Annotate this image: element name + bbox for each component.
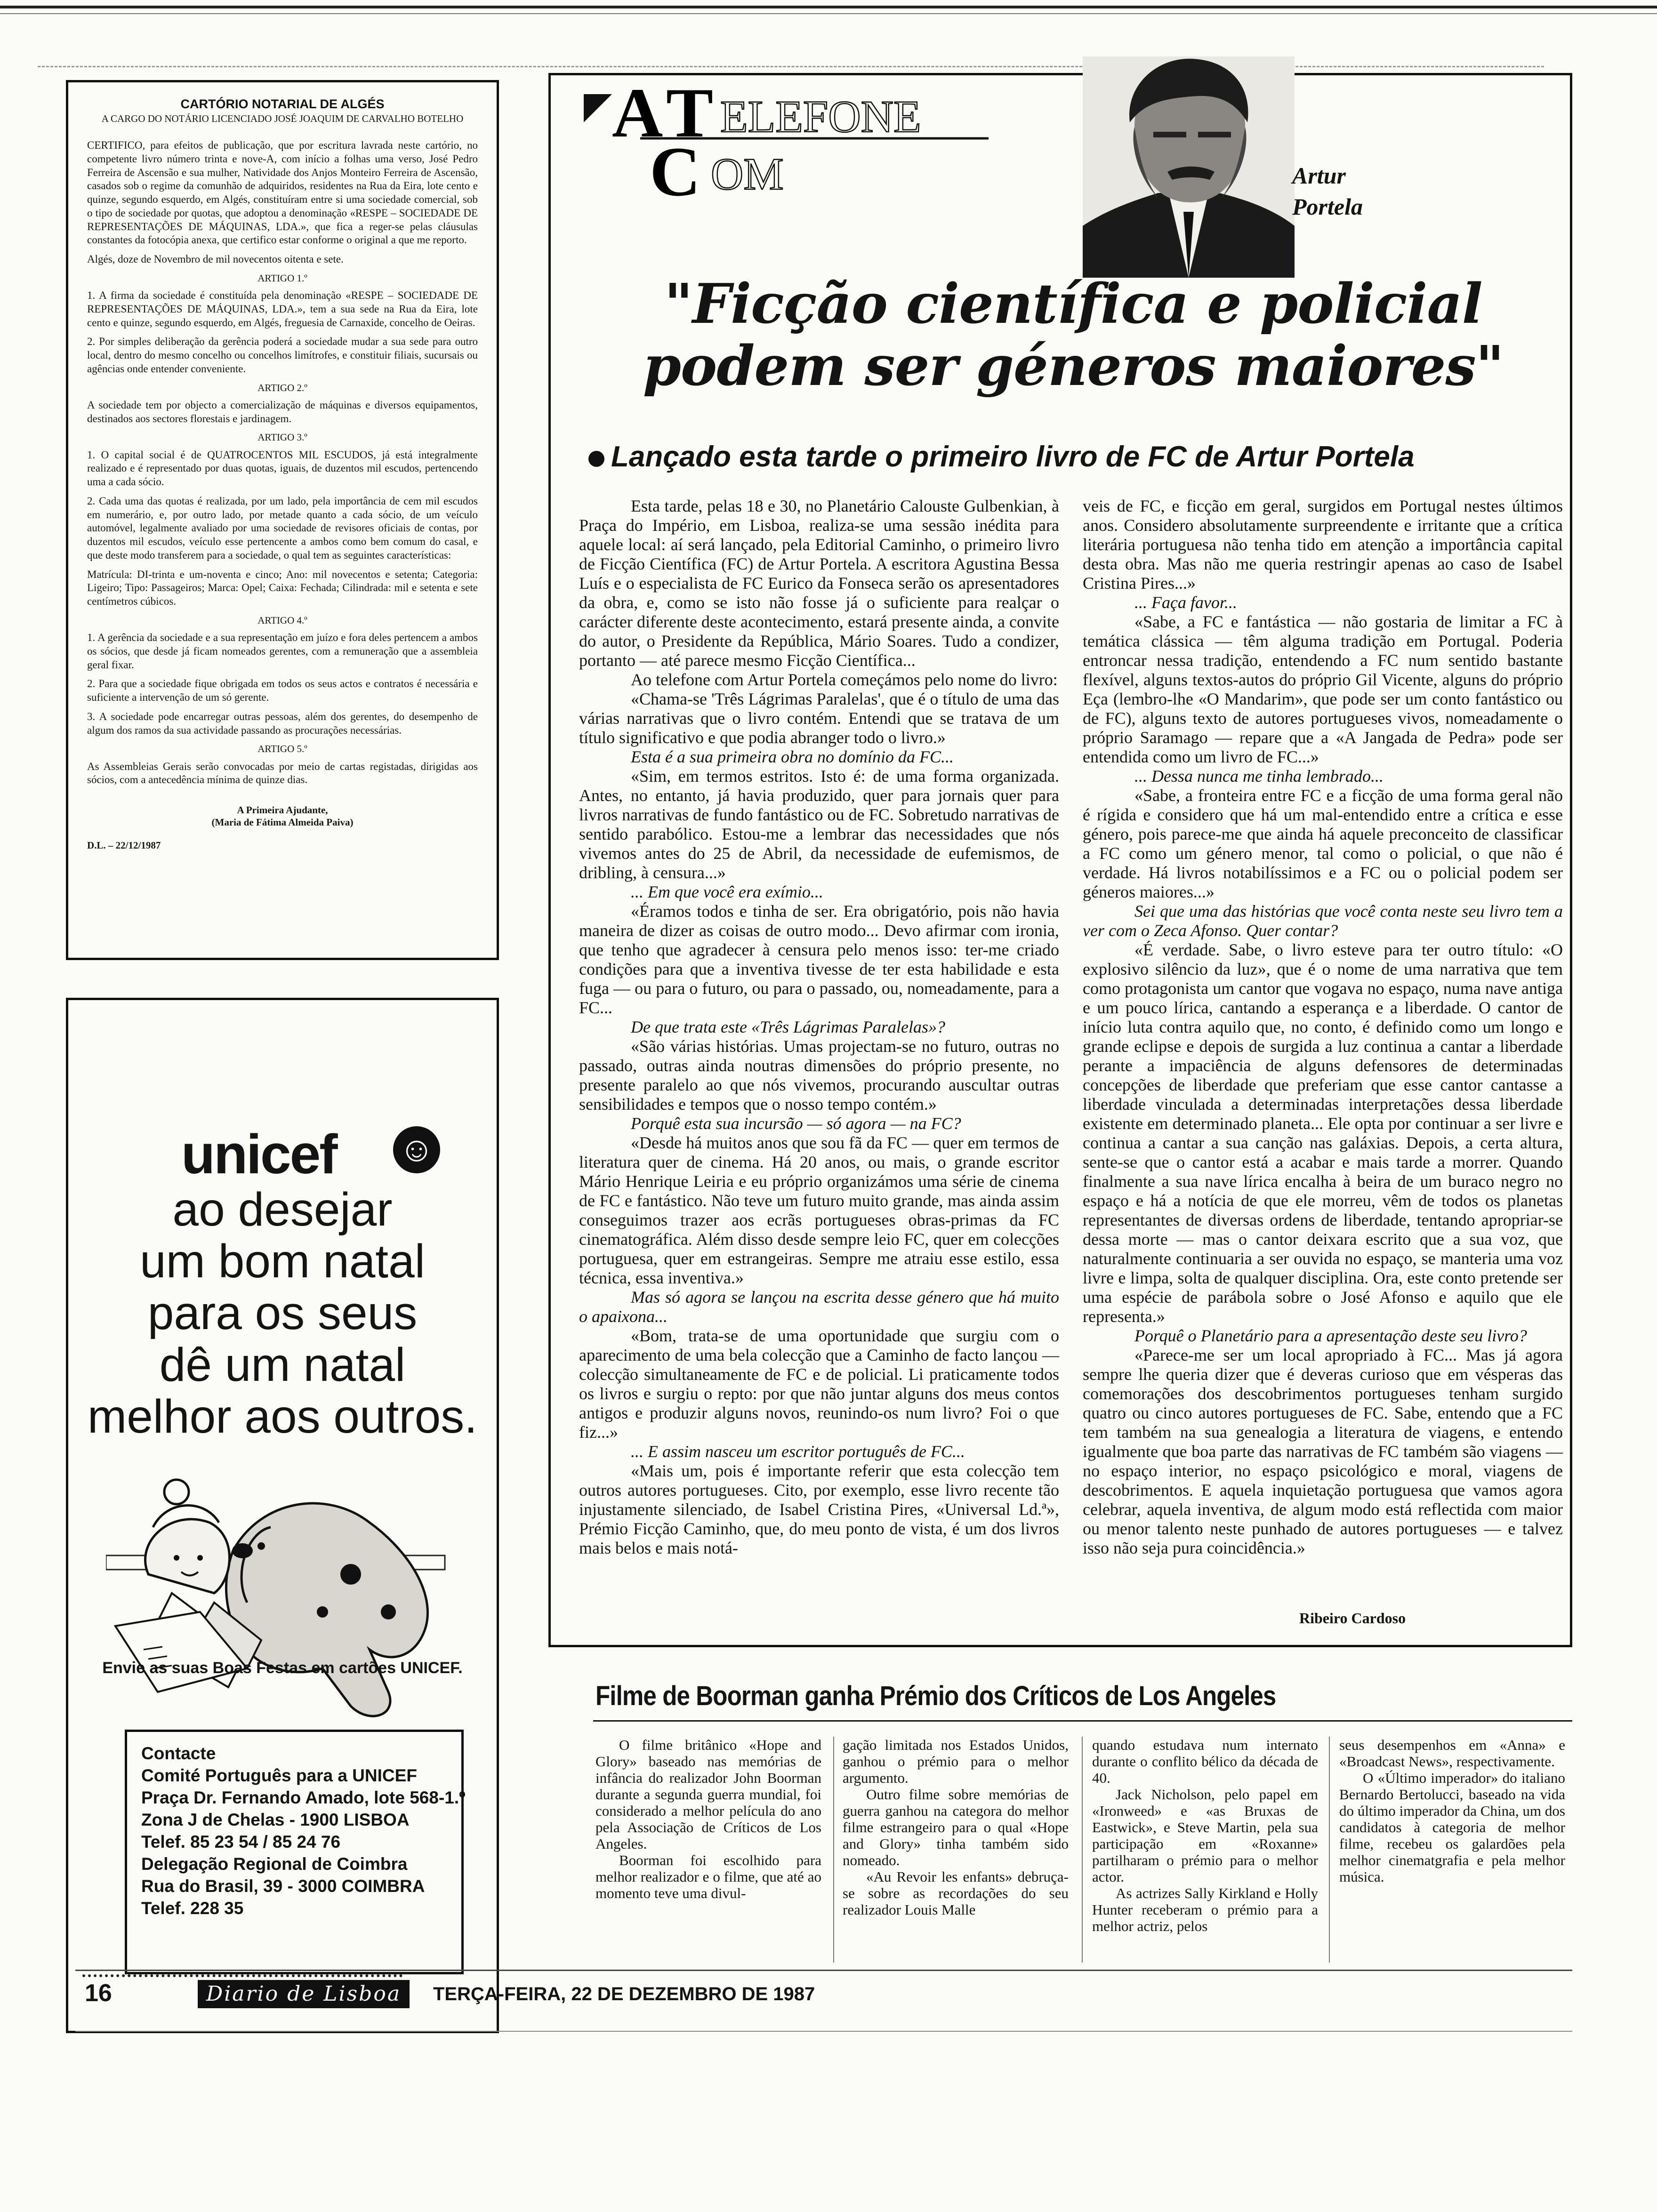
kicker-letter-c: C	[650, 133, 701, 202]
column-divider	[1082, 1737, 1083, 1963]
bullet-icon	[588, 451, 604, 467]
contact-line: Zona J de Chelas - 1900 LISBOA	[141, 1810, 410, 1829]
article-3-p1: 1. O capital social é de QUATROCENTOS MIL ESCUDOS, já está integralmente realizado e é representado por duas quotas, iguais, de duzentos mil escudos, pertencendo uma a cada sócio.	[87, 449, 478, 488]
page-top-border	[0, 6, 1657, 8]
interview-question: ... Em que você era exímio...	[631, 882, 823, 901]
slogan-line: ao desejar	[172, 1183, 393, 1236]
article-paragraph: «São várias histórias. Umas projectam-se no futuro, outras no passado, outras ainda noutras dimensões do próprio presente, no presente paralelo ao que nós vivemos, procurando auscultar outras sensibilidades e tempos que o nosso tempo contém.»	[579, 1037, 1059, 1114]
footer-rule-bottom	[75, 2031, 1572, 2032]
interview-question: Porquê o Planetário para a apresentação deste seu livro?	[1134, 1326, 1527, 1345]
article-paragraph: Boorman foi escolhido para melhor realizador e o filme, que até ao momento teve uma divul-	[595, 1852, 821, 1901]
film-article-column-4	[1339, 1737, 1565, 1885]
byline-last-name: Portela	[1292, 193, 1363, 220]
interview-question: ... Dessa nunca me tinha lembrado...	[1134, 767, 1384, 785]
interview-question: Mas só agora se lançou na escrita desse género que há muito o apaixona...	[579, 1288, 1059, 1326]
contact-line: Rua do Brasil, 39 - 3000 COIMBRA	[141, 1876, 425, 1896]
unicef-slogan	[68, 1184, 497, 1443]
unicef-ad	[66, 998, 499, 2033]
article-paragraph: O «Último imperador» do italiano Bernardo Bertolucci, baseado na vida do último imperador da China, um dos candidatos à categoria de melhor filme, recebeu os galardões pela melhor cinematgrafia e pela melhor música.	[1339, 1770, 1565, 1885]
page-top-border-thin	[0, 13, 1657, 14]
slogan-line: um bom natal	[140, 1235, 425, 1288]
kicker-letter-a: A	[612, 80, 663, 152]
subhead-text: Lançado esta tarde o primeiro livro de FC de Artur Portela	[611, 441, 1415, 473]
article-paragraph: «Sabe, a FC e fantástica — não gostaria de limitar a FC à temática clássica — têm alguma tradição em Portugal. Poderia entroncar nessa tradição, entendendo a FC num sentido bastante flexível, alguns textos-autos do próprio Gil Vicente, alguns do próprio Eça (lembro-lhe «O Mandarim», que pode ser um conto fantástico ou de FC), alguns texto de autores portugueses vivos, nomeadamente o próprio Saramago — repare que a «A Jangada de Pedra» pode ser entendida como um livro de FC...»	[1083, 612, 1563, 766]
legal-deposit: D.L. – 22/12/1987	[87, 839, 161, 851]
contact-line: Telef. 228 35	[141, 1899, 244, 1918]
interview-question: De que trata este «Três Lágrimas Paralelas»?	[631, 1018, 946, 1036]
article-paragraph: «Éramos todos e tinha de ser. Era obrigatório, pois não havia maneira de dizer as coisas de outro modo... Devo afirmar com ironia, que tenho que agradecer à censura pelo menos isso: ter-me criado condições para que a inventiva tivesse de ter esta habilidade e esta fuga — ou para o futuro, ou para o passado, ou, nomeadamente, para a FC...	[579, 902, 1059, 1017]
headline-line: podem ser géneros maiores"	[643, 334, 1504, 398]
article-paragraph: veis de FC, e ficção em geral, surgidos em Portugal nestes últimos anos. Considero absolutamente surpreendente e irritante que a crítica literária portuguesa não tenha tido em atenção a importância capital desta obra. Mas não me queria restringir apenas ao caso de Isabel Cristina Pires...»	[1083, 497, 1563, 593]
article-column-2	[1083, 497, 1563, 1558]
interviewee-byline	[1292, 160, 1363, 222]
section-kicker-ao-telefone-com	[584, 80, 989, 202]
slogan-line: dê um natal	[159, 1338, 406, 1391]
notary-date: Algés, doze de Novembro de mil novecentos oitenta e sete.	[87, 253, 344, 265]
newspaper-masthead: Diario de Lisboa	[198, 1980, 410, 2008]
article-paragraph: As actrizes Sally Kirkland e Holly Hunter receberam o prémio para a melhor actriz, pelos	[1092, 1885, 1318, 1934]
article-5-title: ARTIGO 5.º	[257, 743, 307, 755]
contact-line: Contacte	[141, 1744, 216, 1763]
article-paragraph: Esta tarde, pelas 18 e 30, no Planetário Calouste Gulbenkian, à Praça do Império, em Lisboa, realiza-se uma sessão inédita para aquele local: aí será lançado, pela Editorial Caminho, o primeiro livro de Ficção Científica (FC) de Artur Portela. A escritora Agustina Bessa Luís e o especialista de FC Eurico da Fonseca serão os apresentadores da obra, e, como se isto não fosse já o suficiente para realçar o carácter diferente deste acontecimento, estará presente ainda, a convite do autor, o Presidente da República, Mário Soares. Tudo a condizer, portanto — até parece mesmo Ficção Científica...	[579, 497, 1059, 670]
column-divider	[1329, 1737, 1330, 1963]
article-1-title: ARTIGO 1.º	[257, 272, 307, 284]
article-3-p3: Matrícula: DI-trinta e um-noventa e cinco; Ano: mil novecentos e setenta; Categoria: Ligeiro; Tipo: Passageiros; Marca: Opel; Caixa: Fechada; Cilindrada: mil e setenta e sete centímetros cúbicos.	[87, 568, 478, 607]
film-article-headline: Filme de Boorman ganha Prémio dos Críticos de Los Angeles	[595, 1681, 1276, 1711]
article-paragraph: «Sabe, a fronteira entre FC e a ficção de uma forma geral não é rígida e considero que há um mal-entendido entre a crítica e esse género, pois parece-me que ainda há aquele preconceito de classificar a FC como um género menor, tal como o policial, o que não é verdade. Há livros notabilíssimos e a FC ou o policial podem ser géneros maiores...»	[1083, 786, 1563, 901]
article-paragraph: seus desempenhos em «Anna» e «Broadcast News», respectivamente.	[1339, 1737, 1565, 1770]
article-4-p2: 2. Para que a sociedade fique obrigada em todos os seus actos e contratos é necessária e suficiente a intervenção de um só gerente.	[87, 678, 478, 703]
page-number: 16	[85, 1980, 112, 2007]
scan-artifact-line	[38, 66, 1544, 67]
article-3-p2: 2. Cada uma das quotas é realizada, por um lado, pela importância de cem mil escudos em numerário, e, por outro lado, por metade quanto a cada sócio, de um veículo automóvel, legalmente avaliado por uma sociedade de revisores oficiais de contas, por duzentos mil escudos, veículo esse pertencente a ambos como bem comum do casal, e que deste modo transferem para a sociedade, o qual tem as seguintes características:	[87, 495, 478, 561]
notary-title: CARTÓRIO NOTARIAL DE ALGÉS	[180, 97, 385, 111]
footer-rule	[75, 1970, 1572, 1971]
contact-line: Comité Português para a UNICEF	[141, 1766, 417, 1785]
byline-first-name: Artur	[1292, 162, 1346, 189]
article-paragraph: «É verdade. Sabe, o livro esteve para ter outro título: «O explosivo silêncio da luz», que é o nome de uma narrativa que tem como protagonista um cantor que vogava no espaço, numa nave antiga e um pouco lírica, cantando a esperança e a liberdade. O cantor de início luta contra aquilo que, no conto, é definido como um longo e grande eclipse e depois de surgida a luz continua a cantar a liberdade perante a impaciência de alguns defensores de determinadas concepções de liberdade que preferiam que esse cantor cantasse a liberdade vinculada a determinadas interpretações dessa liberdade existente em determinado planeta... Ele opta por continuar a ser livre e continua a cantar a sua canção nas galáxias. Depois, a certa altura, sente-se que o cantor está a acabar e mais tarde a morrer. Quando finalmente a sua nave lírica encalha à beira de um buraco negro no espaço e há a notícia de que ele morreu, vêm de todos os planetas representantes de diversas ordens de liberdade, tentando apropriar-se dessa morte — mas o cantor deixara escrito que a sua voz, que naturalmente continuaria a ser ouvida no espaço, se manteria uma voz livre e limpa, solta de qualquer disciplina. Ora, este conto pretende ser uma espécie de parábola sobre o José Afonso e aquilo que ele representa.»	[1083, 940, 1563, 1326]
article-2-title: ARTIGO 2.º	[257, 382, 307, 393]
interview-question: ... E assim nasceu um escritor português de FC...	[631, 1442, 965, 1461]
slogan-line: melhor aos outros.	[87, 1390, 478, 1443]
author-portrait-photo	[1083, 56, 1295, 278]
unicef-caption: Envie as suas Boas Festas em cartões UNICEF.	[102, 1659, 463, 1677]
article-paragraph: «Parece-me ser um local apropriado à FC... Mas já agora sempre lhe queria dizer que é deveras curioso que em vésperas das comemorações dos descobrimentos portugueses tenham surgido quatro ou cinco autores portugueses de FC. Sabe, entendo que a FC tem também na sua genealogia a literatura de viagens, e entendo igualmente que boa parte das narrativas de FC também são viagens — no espaço interior, no espaço psicológico e moral, viagens de descobrimentos. E aquela inquietação portuguesa que vamos agora celebrar, aquela inventiva, de algum modo está reflectida com maior ou menor talento neste punhado de autores portugueses — e talvez isso não seja pura coincidência.»	[1083, 1346, 1563, 1557]
notary-subtitle: A CARGO DO NOTÁRIO LICENCIADO JOSÉ JOAQUIM DE CARVALHO BOTELHO	[101, 112, 464, 124]
article-author: Ribeiro Cardoso	[1299, 1610, 1406, 1627]
article-paragraph: O filme britânico «Hope and Glory» baseado nas memórias de infância do realizador John Boorman durante a segunda guerra mundial, foi considerado a melhor película do ano pela Associação de Críticos de Los Angeles.	[595, 1737, 821, 1852]
article-paragraph: «Bom, trata-se de uma oportunidade que surgiu com o aparecimento de uma bela colecção que a Caminho de facto lançou — colecção simultaneamente de FC e de policial. Li praticamente todos os livros e surgiu o repto: por que não juntar alguns dos meus contos antigos e produzir alguns novos, reunindo-os num livro? Foi o que fiz...»	[579, 1326, 1059, 1442]
interview-question: Esta é a sua primeira obra no domínio da FC...	[631, 747, 954, 766]
kicker-word-elefone: ELEFONE	[720, 91, 921, 142]
headline-line: "Ficção científica e policial	[664, 272, 1482, 336]
slogan-line: para os seus	[147, 1287, 418, 1339]
contact-line: Telef. 85 23 54 / 85 24 76	[141, 1832, 341, 1851]
headline-rule	[593, 1720, 1572, 1722]
issue-date: TERÇA-FEIRA, 22 DE DEZEMBRO DE 1987	[433, 1984, 815, 2004]
unicef-emblem-icon: ☺	[393, 1126, 440, 1173]
contact-line: Delegação Regional de Coimbra	[141, 1854, 408, 1874]
article-1-p1: 1. A firma da sociedade é constituída pela denominação «RESPE – SOCIEDADE DE REPRESENTAÇÕES DE MÁQUINAS, LDA.», tem a sua sede na Rua da Eira, lote cento e quinze, segundo esquerdo, em Algés, freguesia de Carnaxide, concelho de Oeiras.	[87, 289, 478, 329]
article-paragraph: «Desde há muitos anos que sou fã da FC — quer em termos de literatura quer de cinema. Há 20 anos, ou mais, o grande escritor Mário Henrique Leiria e eu próprio organizámos uma série de cinema de FC e fantástico. Não teve um futuro muito grande, mas ainda assim conseguimos trazer aos ecrãs portugueses obras-primas da FC cinematográfica. Além disso desde sempre leio FC, quer em colecções portuguesa, quer em estrangeiras. Sempre me atraiu esse estilo, essa técnica, essa inventiva.»	[579, 1133, 1059, 1287]
column-divider	[833, 1737, 834, 1963]
article-paragraph: Outro filme sobre memórias de guerra ganhou na categora do melhor filme estrangeiro para o qual «Hope and Glory» tinha também sido nomeado.	[843, 1786, 1069, 1868]
unicef-logo: unicef	[181, 1123, 337, 1186]
article-4-p1: 1. A gerência da sociedade e a sua representação em juízo e fora deles pertencem a ambos os sócios, que desde já ficam nomeados gerentes, com a remuneração que a assembleia geral fixar.	[87, 632, 478, 671]
article-paragraph: Ao telefone com Artur Portela começámos pelo nome do livro:	[631, 670, 1058, 689]
notary-notice	[66, 80, 499, 960]
kicker-word-om: OM	[711, 149, 784, 199]
article-paragraph: gação limitada nos Estados Unidos, ganhou o prémio para o melhor argumento.	[843, 1737, 1069, 1786]
film-article-column-3	[1092, 1737, 1318, 1934]
article-3-title: ARTIGO 3.º	[257, 432, 307, 443]
article-paragraph: «Chama-se 'Três Lágrimas Paralelas', que é o título de uma das várias narrativas que o livro contém. Entendi que se tratava de um título significativo e que podia abranger todo o livro.»	[579, 689, 1059, 747]
article-4-title: ARTIGO 4.º	[257, 614, 307, 626]
contact-line: Praça Dr. Fernando Amado, lote 568-1.º	[141, 1788, 466, 1807]
interview-question: ... Faça favor...	[1134, 593, 1237, 612]
notary-signature-role: A Primeira Ajudante,	[237, 804, 328, 816]
article-4-p3: 3. A sociedade pode encarregar outras pessoas, além dos gerentes, do desempenho de algum dos ramos da sua actividade passando as procurações necessárias.	[87, 710, 478, 736]
article-paragraph: «Sim, em termos estritos. Isto é: de uma forma organizada. Antes, no entanto, já havia produzido, quer para jornais quer para livros narrativas de fundo fantástico ou de FC. Sobretudo narrativas de sentido parabólico. Estou-me a lembrar das necessidades que nós vivemos antes do 25 de Abril, da necessidade de eufemismos, de dribling, à censura...»	[579, 767, 1059, 882]
article-1-p2: 2. Por simples deliberação da gerência poderá a sociedade mudar a sua sede para outro local, dentro do mesmo concelho ou concelhos limítrofes, e constituir filiais, sucursais ou agências onde entender conveniente.	[87, 336, 478, 375]
unicef-contact-box	[125, 1730, 464, 1974]
notary-intro: CERTIFICO, para efeitos de publicação, que por escritura lavrada neste cartório, no competente livro número trinta e nove-A, com início a folhas uma verso, José Pedro Ferreira de Ascensão e sua mulher, Natividade dos Anjos Monteiro Ferreira de Ascensão, casados sob o regime da comunhão de adquiridos, residentes na Rua da Eira, lote cento e quinze, segundo esquerdo, em Algés, constituíram entre si uma sociedade comercial, sob o tipo de sociedade por quotas, que adoptou a denominação «RESPE – SOCIEDADE DE REPRESENTAÇÕES DE MÁQUINAS, LDA.», que fica a reger-se pelas cláusulas constantes da fotocópia anexa, que certifico estar conforme o original a que me reporto.	[87, 139, 478, 246]
interview-question: Porquê esta sua incursão — só agora — na FC?	[631, 1114, 961, 1133]
kicker-letter-t: T	[666, 80, 714, 152]
notary-signature-name: (Maria de Fátima Almeida Paiva)	[211, 817, 354, 828]
film-article-column-2	[843, 1737, 1069, 1918]
article-paragraph: quando estudava num internato durante o conflito bélico da década de 40.	[1092, 1737, 1318, 1786]
article-paragraph: «Mais um, pois é importante referir que esta colecção tem outros autores portugueses. Cito, por exemplo, esse livro recente tão injustamente silenciado, de Isabel Cristina Pires, «Universal Ld.ª», Prémio Ficção Caminho, que, do meu ponto de vista, é um dos livros mais belos e mais notá-	[579, 1461, 1059, 1557]
article-5-p1: As Assembleias Gerais serão convocadas por meio de cartas registadas, dirigidas aos sócios, com a antecedência mínima de quinze dias.	[87, 760, 478, 786]
article-2-p1: A sociedade tem por objecto a comercialização de máquinas e diversos equipamentos, destinados aos sectores florestais e jardinagem.	[87, 399, 478, 425]
article-column-1	[579, 497, 1059, 1558]
article-paragraph: «Au Revoir les enfants» debruça-se sobre as recordações do seu realizador Louis Malle	[843, 1868, 1069, 1918]
article-paragraph: Jack Nicholson, pelo papel em «Ironweed» e «as Bruxas de Eastwick», e Steve Martin, pela sua participação em «Roxanne» partilharam o prémio para o melhor actor.	[1092, 1786, 1318, 1885]
article-headline	[586, 273, 1560, 397]
article-subheadline	[588, 440, 1568, 473]
interview-question: Sei que uma das histórias que você conta neste seu livro tem a ver com o Zeca Afonso. Quer contar?	[1083, 902, 1563, 940]
film-article-column-1	[595, 1737, 821, 1901]
